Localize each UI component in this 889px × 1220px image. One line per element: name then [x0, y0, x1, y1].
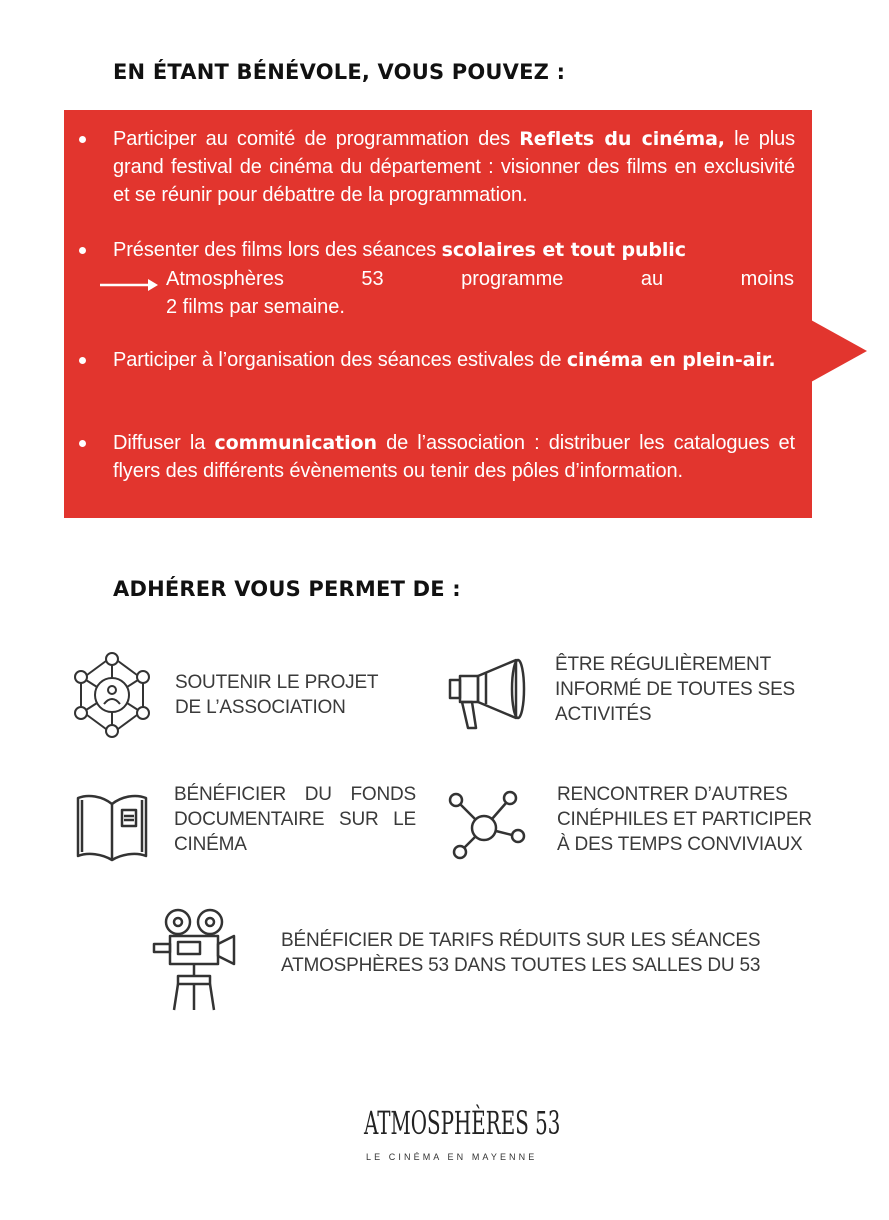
- item-text: le plus grand festival de cinéma du département : visionner des films en exclusivité et se réunir pour débattre de la programmation.: [113, 128, 795, 206]
- book-icon: [74, 790, 150, 862]
- megaphone-icon: [446, 656, 528, 732]
- volunteer-heading: EN ÉTANT BÉNÉVOLE, VOUS POUVEZ :: [113, 60, 566, 84]
- note-word: 53: [361, 268, 384, 290]
- benefit-reduced-prices: BÉNÉFICIER DE TARIFS RÉDUITS SUR LES SÉANCES ATMOSPHÈRES 53 DANS TOUTES LES SALLES DU 53: [281, 930, 761, 976]
- bullet-icon: [79, 357, 86, 364]
- bullet-icon: [79, 440, 86, 447]
- brand-tagline: LE CINÉMA EN MAYENNE: [366, 1152, 538, 1162]
- bullet-icon: [79, 247, 86, 254]
- molecule-icon: [446, 790, 526, 862]
- item-text: Participer à l’organisation des séances estivales de: [113, 349, 567, 371]
- volunteer-item: [113, 125, 795, 209]
- item-text: Participer au comité de programmation des: [113, 128, 520, 150]
- item-text: de l’association : distribuer les catalogues et flyers des différents évènements ou tenir des pôles d’information.: [113, 432, 795, 482]
- membership-heading: ADHÉRER VOUS PERMET DE :: [113, 577, 461, 601]
- programme-note: [166, 265, 794, 321]
- network-people-icon: [72, 650, 152, 740]
- note-word: Atmosphères: [166, 268, 284, 290]
- benefit-informed: ÊTRE RÉGULIÈREMENT INFORMÉ DE TOUTES SES ACTIVITÉS: [555, 654, 796, 725]
- benefit-meet: RENCONTRER D’AUTRES CINÉPHILES ET PARTICIPER À DES TEMPS CONVIVIAUX: [557, 784, 812, 855]
- note-word: moins: [740, 268, 794, 290]
- item-bold: Reflets du cinéma,: [519, 128, 725, 150]
- bullet-icon: [79, 136, 86, 143]
- volunteer-item: [113, 429, 795, 485]
- arrow-right-icon: [98, 276, 160, 294]
- item-bold: scolaires et tout public: [441, 239, 686, 261]
- note-word: au: [640, 268, 664, 290]
- item-bold: cinéma en plein-air.: [566, 349, 776, 371]
- benefit-documentation: BÉNÉFICIER DU FONDS DOCUMENTAIRE SUR LE CINÉMA: [174, 784, 416, 855]
- note-line2: 2 films par semaine.: [166, 296, 345, 318]
- volunteer-item: [113, 236, 795, 264]
- volunteer-item: [113, 346, 795, 374]
- note-word: programme: [461, 268, 564, 290]
- item-bold: communication: [214, 432, 377, 454]
- film-projector-icon: [148, 906, 244, 1014]
- benefit-support: SOUTENIR LE PROJET DE L’ASSOCIATION: [175, 672, 378, 718]
- item-text: Diffuser la: [113, 432, 215, 454]
- brand-logo: ATMOSPHÈRES 53: [364, 1104, 561, 1142]
- item-text: Présenter des films lors des séances: [113, 239, 442, 261]
